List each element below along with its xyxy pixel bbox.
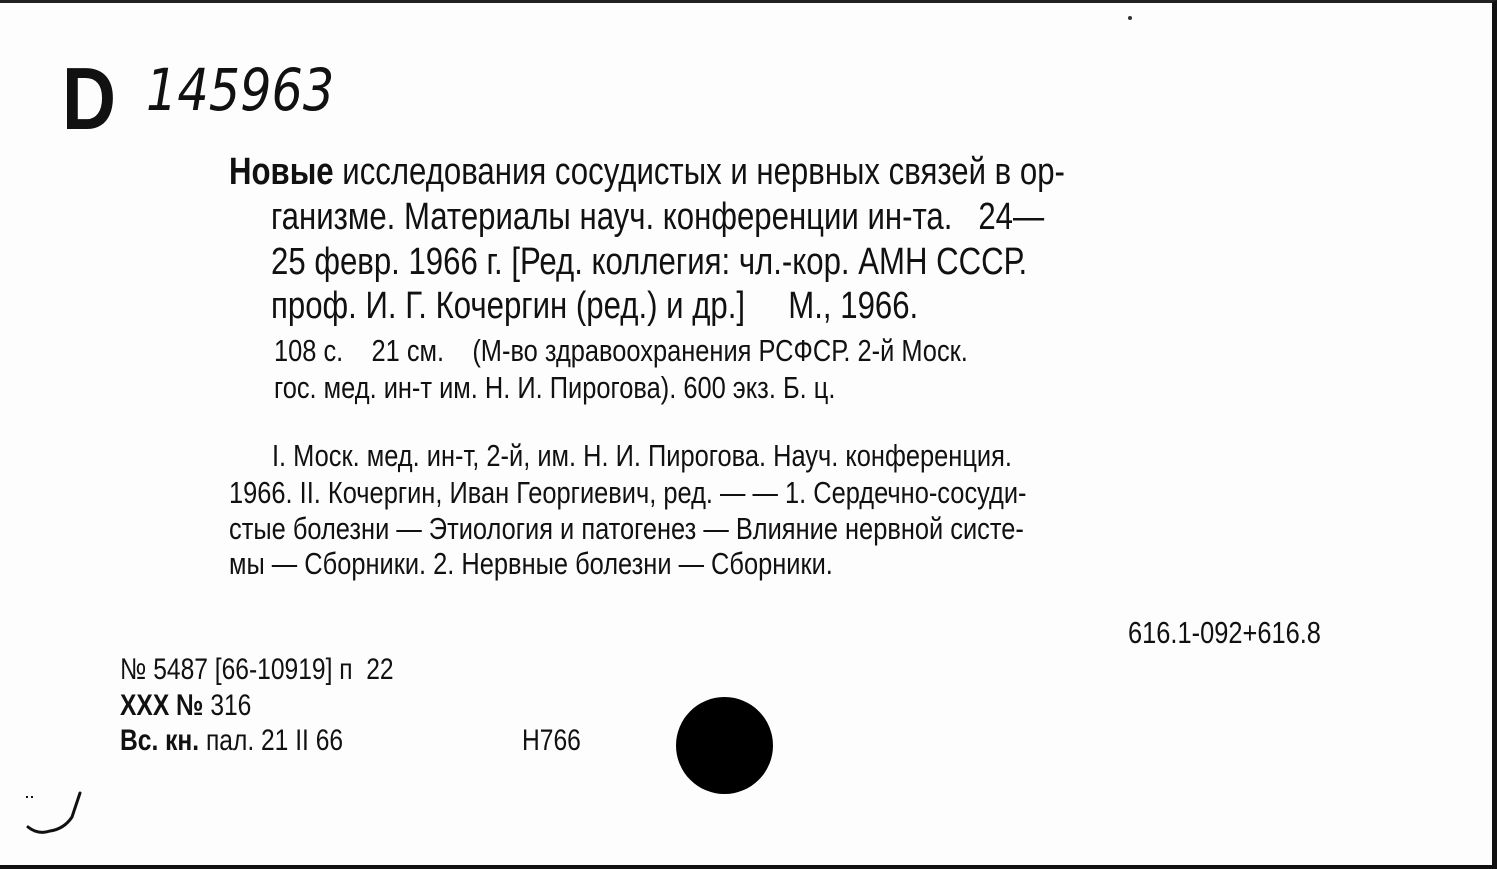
footer-line-3-bold: Вс. кн.: [120, 724, 200, 757]
tracing-line-4: мы — Сборники. 2. Нервные болезни — Сборники.: [229, 546, 833, 581]
entry-line-6: гос. мед. ин-т им. Н. И. Пирогова). 600 экз. Б. ц.: [274, 370, 836, 405]
entry-title-bold: Новые: [229, 151, 334, 193]
footer-line-2-bold: XXX №: [120, 689, 204, 722]
ink-speck: [1128, 16, 1132, 20]
entry-line-2: ганизме. Материалы науч. конференции ин-та. 24—: [271, 196, 1045, 238]
call-number: 145963: [146, 56, 335, 124]
footer-line-2-rest: 316: [203, 689, 252, 722]
footer-line-2: [120, 691, 251, 721]
footer-line-3-rest: пал. 21 II 66: [199, 724, 344, 757]
tracing-line-3: стые болезни — Этиология и патогенез — Влияние нервной систе-: [229, 511, 1024, 546]
punch-hole: [676, 697, 773, 794]
footer-line-1: № 5487 [66-10919] п 22: [120, 653, 394, 686]
call-number-prefix: D: [62, 49, 117, 148]
entry-line-3: 25 февр. 1966 г. [Ред. коллегия: чл.-кор. АМН СССР.: [271, 241, 1028, 283]
entry-line-1-rest: исследования сосудистых и нервных связей в ор-: [333, 151, 1065, 193]
entry-line-1: [229, 153, 1065, 191]
classification-number: 616.1-092+616.8: [1128, 615, 1321, 650]
footer-code: Н766: [522, 724, 581, 757]
entry-line-5: 108 с. 21 см. (М-во здравоохранения РСФСР. 2-й Моск.: [274, 333, 968, 368]
handwritten-mark: [20, 783, 90, 843]
tracing-line-1: I. Моск. мед. ин-т, 2-й, им. Н. И. Пирогова. Науч. конференция.: [272, 438, 1012, 473]
tracing-line-2: 1966. II. Кочергин, Иван Георгиевич, ред. — — 1. Сердечно-сосуди-: [229, 475, 1027, 510]
entry-line-4: проф. И. Г. Кочергин (ред.) и др.] М., 1966.: [271, 285, 919, 327]
footer-line-3: [120, 726, 343, 756]
